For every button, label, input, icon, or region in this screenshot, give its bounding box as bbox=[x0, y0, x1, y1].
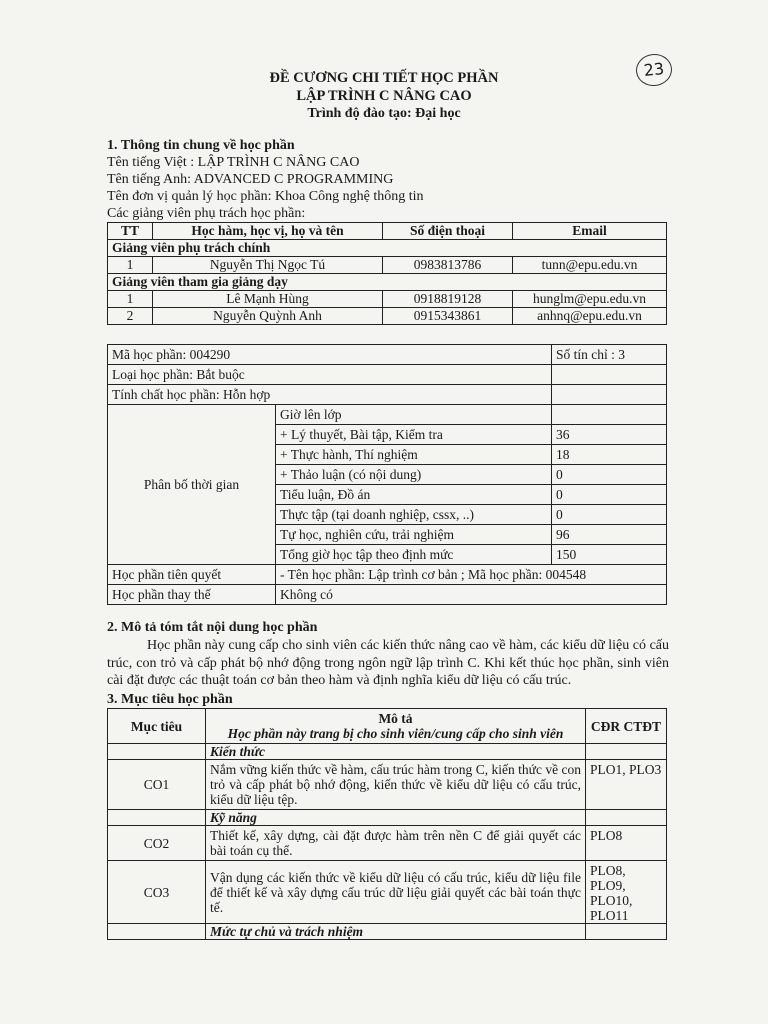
lecturers-table bbox=[107, 222, 667, 325]
objective-desc: Vận dụng các kiến thức về kiểu dữ liệu có cấu trúc, kiểu dữ liệu file để thiết kế và xây dựng cấu trúc dữ liệu giải quyết các bài toán thực tế. bbox=[206, 861, 586, 924]
group-autonomy: Mức tự chủ và trách nhiệm bbox=[206, 924, 586, 940]
table-header-row bbox=[108, 223, 667, 240]
time-row-label: Giờ lên lớp bbox=[276, 405, 552, 425]
cell-tt: 1 bbox=[108, 257, 153, 274]
table-row bbox=[108, 861, 667, 924]
column-header: TT bbox=[108, 223, 153, 240]
group-join-label: Giảng viên tham gia giảng dạy bbox=[108, 274, 667, 291]
time-allocation-label: Phân bố thời gian bbox=[108, 405, 276, 565]
time-row-value: 96 bbox=[552, 525, 667, 545]
column-header: Email bbox=[513, 223, 667, 240]
empty-cell bbox=[108, 924, 206, 940]
replace-value: Không có bbox=[276, 585, 667, 605]
group-row bbox=[108, 744, 667, 760]
column-header: CĐR CTĐT bbox=[586, 709, 667, 744]
objective-desc: Thiết kế, xây dựng, cài đặt được hàm trên nền C để giải quyết các bài toán cụ thể. bbox=[206, 826, 586, 861]
table-row bbox=[108, 585, 667, 605]
cell-email: anhnq@epu.edu.vn bbox=[513, 308, 667, 325]
time-row-value bbox=[552, 405, 667, 425]
empty-cell bbox=[552, 385, 667, 405]
course-name-en: Tên tiếng Anh: ADVANCED C PROGRAMMING bbox=[107, 172, 394, 187]
group-skill: Kỹ năng bbox=[206, 810, 586, 826]
table-header-row bbox=[108, 709, 667, 744]
objectives-table bbox=[107, 708, 667, 940]
table-row bbox=[108, 826, 667, 861]
training-level: Trình độ đào tạo: Đại học bbox=[307, 106, 461, 121]
table-row bbox=[108, 385, 667, 405]
managing-unit: Tên đơn vị quản lý học phần: Khoa Công nghệ thông tin bbox=[107, 189, 424, 204]
column-header: Số điện thoại bbox=[383, 223, 513, 240]
empty-cell bbox=[586, 810, 667, 826]
group-main-label: Giảng viên phụ trách chính bbox=[108, 240, 667, 257]
group-row bbox=[108, 240, 667, 257]
course-type: Loại học phần: Bắt buộc bbox=[108, 365, 552, 385]
time-row-value: 18 bbox=[552, 445, 667, 465]
time-row-label: Thực tập (tại doanh nghiệp, cssx, ..) bbox=[276, 505, 552, 525]
time-row-value: 36 bbox=[552, 425, 667, 445]
table-row bbox=[108, 405, 667, 425]
empty-cell bbox=[108, 810, 206, 826]
course-description: Học phần này cung cấp cho sinh viên các kiến thức nâng cao về hàm, các kiểu dữ liệu có cấu trúc, con trỏ và cấp phát bộ nhớ động trong ngôn ngữ lập trình C. Khi kết thúc học phần, sinh viên cài đặt được các thuật toán cơ bản theo hàm và định nghĩa kiểu dữ liệu có cấu trúc. bbox=[107, 638, 669, 688]
table-row bbox=[108, 365, 667, 385]
objective-id: CO1 bbox=[108, 760, 206, 810]
empty-cell bbox=[552, 365, 667, 385]
column-header-desc bbox=[206, 709, 586, 744]
time-row-value: 0 bbox=[552, 485, 667, 505]
credits: Số tín chỉ : 3 bbox=[552, 345, 667, 365]
course-info-table bbox=[107, 344, 667, 605]
group-row bbox=[108, 274, 667, 291]
time-row-label: Tổng giờ học tập theo định mức bbox=[276, 545, 552, 565]
cell-name: Nguyễn Thị Ngọc Tú bbox=[153, 257, 383, 274]
table-row bbox=[108, 760, 667, 810]
desc-title: Mô tả bbox=[378, 711, 413, 726]
objective-id: CO2 bbox=[108, 826, 206, 861]
time-row-label: + Lý thuyết, Bài tập, Kiểm tra bbox=[276, 425, 552, 445]
time-row-label: + Thảo luận (có nội dung) bbox=[276, 465, 552, 485]
section1-heading: 1. Thông tin chung về học phần bbox=[107, 138, 295, 153]
column-header: Học hàm, học vị, họ và tên bbox=[153, 223, 383, 240]
prereq-label: Học phần tiên quyết bbox=[108, 565, 276, 585]
prereq-value: - Tên học phần: Lập trình cơ bản ; Mã học phần: 004548 bbox=[276, 565, 667, 585]
cell-tt: 1 bbox=[108, 291, 153, 308]
objective-cdr: PLO8, PLO9, PLO10, PLO11 bbox=[586, 861, 667, 924]
cell-phone: 0915343861 bbox=[383, 308, 513, 325]
time-row-label: Tự học, nghiên cứu, trải nghiệm bbox=[276, 525, 552, 545]
cell-phone: 0918819128 bbox=[383, 291, 513, 308]
group-knowledge: Kiến thức bbox=[206, 744, 586, 760]
cell-phone: 0983813786 bbox=[383, 257, 513, 274]
time-row-label: + Thực hành, Thí nghiệm bbox=[276, 445, 552, 465]
table-row bbox=[108, 565, 667, 585]
objective-cdr: PLO1, PLO3 bbox=[586, 760, 667, 810]
column-header: Mục tiêu bbox=[108, 709, 206, 744]
course-title: LẬP TRÌNH C NÂNG CAO bbox=[296, 88, 472, 104]
cell-name: Nguyễn Quỳnh Anh bbox=[153, 308, 383, 325]
lecturers-intro: Các giảng viên phụ trách học phần: bbox=[107, 206, 306, 221]
course-name-vi: Tên tiếng Việt : LẬP TRÌNH C NÂNG CAO bbox=[107, 155, 360, 170]
table-row bbox=[108, 345, 667, 365]
cell-name: Lê Mạnh Hùng bbox=[153, 291, 383, 308]
table-row bbox=[108, 291, 667, 308]
section2-heading: 2. Mô tả tóm tắt nội dung học phần bbox=[107, 620, 318, 635]
page-number-stamp: 23 bbox=[634, 52, 673, 88]
cell-tt: 2 bbox=[108, 308, 153, 325]
replace-label: Học phần thay thế bbox=[108, 585, 276, 605]
empty-cell bbox=[108, 744, 206, 760]
cell-email: tunn@epu.edu.vn bbox=[513, 257, 667, 274]
objective-desc: Nắm vững kiến thức về hàm, cấu trúc hàm trong C, kiến thức về con trỏ và cấp phát bộ nhớ động, kiến thức về kiểu dữ liệu có cấu trúc, kiểu dữ liệu tệp. bbox=[206, 760, 586, 810]
group-row bbox=[108, 924, 667, 940]
section3-heading: 3. Mục tiêu học phần bbox=[107, 692, 233, 707]
objective-id: CO3 bbox=[108, 861, 206, 924]
objective-cdr: PLO8 bbox=[586, 826, 667, 861]
table-row bbox=[108, 308, 667, 325]
cell-email: hunglm@epu.edu.vn bbox=[513, 291, 667, 308]
table-row bbox=[108, 257, 667, 274]
course-code: Mã học phần: 004290 bbox=[108, 345, 552, 365]
time-row-value: 150 bbox=[552, 545, 667, 565]
time-row-value: 0 bbox=[552, 465, 667, 485]
time-row-value: 0 bbox=[552, 505, 667, 525]
document-title: ĐỀ CƯƠNG CHI TIẾT HỌC PHẦN bbox=[269, 70, 499, 86]
empty-cell bbox=[586, 924, 667, 940]
empty-cell bbox=[586, 744, 667, 760]
desc-subtitle: Học phần này trang bị cho sinh viên/cung cấp cho sinh viên bbox=[227, 726, 564, 741]
time-row-label: Tiểu luận, Đồ án bbox=[276, 485, 552, 505]
group-row bbox=[108, 810, 667, 826]
course-nature: Tính chất học phần: Hỗn hợp bbox=[108, 385, 552, 405]
